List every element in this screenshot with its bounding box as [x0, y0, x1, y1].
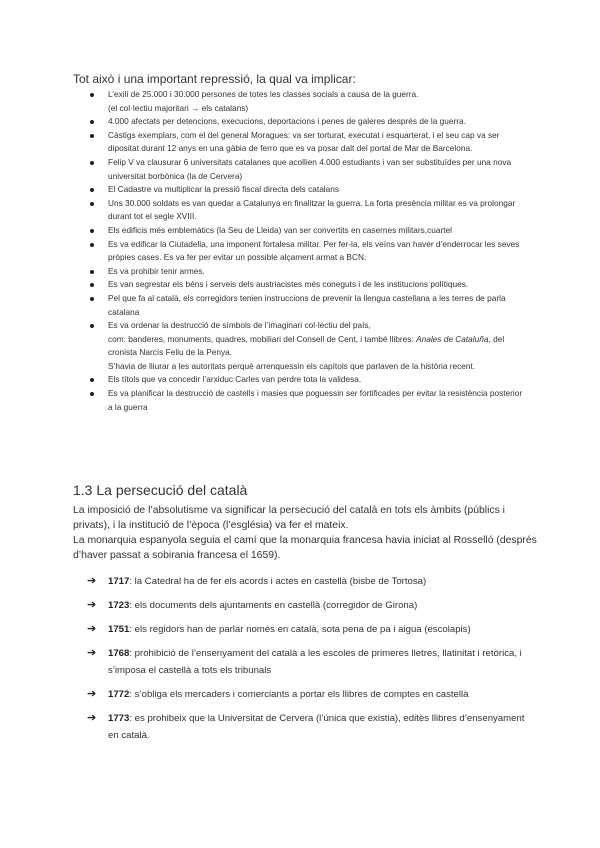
bullet-icon [90, 283, 94, 287]
list-item [0, 129, 528, 156]
list-item-text: Es va planificar la destrucció de castells i masies que poguessin ser fortificades per evitar la resistència posterior a la guerra [108, 388, 523, 412]
intro-text: Tot això i una important repressió, la qual va implicar: [73, 72, 356, 86]
list-item [0, 278, 528, 292]
bullet-icon [90, 297, 94, 301]
timeline-item [0, 645, 528, 679]
timeline-year: 1773 [108, 713, 130, 724]
arrow-icon: ➔ [87, 712, 97, 724]
bullet-icon [90, 324, 94, 328]
timeline-list [0, 573, 600, 751]
list-item-text: Càstigs exemplars, com el del general Moragues: va ser torturat, executat i esquarterat, i el seu cap va ser dipositat durant 12 anys en una gàbia de ferro que es va posar dalt del portal de Mar de Barcelona. [108, 129, 500, 154]
repression-list [0, 88, 600, 414]
list-item-line: , del cronista Narcís Feliu de la Penya. [108, 333, 505, 358]
timeline-item [0, 621, 528, 638]
timeline-text: : prohibició de l’ensenyament del català a les escoles de primeres lletres, llatinitat i retòrica, i s’imposa el castellà a tots els tribunals [108, 648, 522, 676]
list-item [0, 387, 528, 414]
list-item-text: 4.000 afectats per detencions, execucions, deportacions i penes de galeres després de la guerra. [108, 116, 466, 127]
timeline-year: 1723 [108, 600, 130, 611]
list-item-text: Els edificis més emblemàtics (la Seu de Lleida) van ser convertits en casernes militars,cuartel [108, 224, 452, 235]
arrow-icon: ➔ [87, 599, 97, 611]
timeline-item [0, 710, 528, 744]
timeline-text: : els documents dels ajuntaments en castellà (corregidor de Girona) [129, 600, 418, 611]
list-item-text: Es va ordenar la destrucció de símbols de l’imaginari col·lectiu del país, [108, 320, 371, 331]
timeline-item [0, 597, 528, 614]
list-item [0, 292, 528, 319]
list-item [0, 88, 528, 115]
arrow-icon: ➔ [87, 623, 97, 635]
list-item [0, 319, 528, 373]
section-paragraph-2: La monarquia espanyola seguia el camí que la monarquia francesa havia iniciat al Rosselló (després d’haver passat a sobirania francesa el 1659). [73, 535, 537, 561]
bullet-icon [90, 161, 94, 165]
list-item [0, 197, 528, 224]
list-item [0, 265, 528, 279]
timeline-year: 1772 [108, 689, 130, 700]
list-item-line: com: banderes, monuments, quadres, mobiliari del Consell de Cent, i també llibres: [108, 333, 417, 344]
section-heading: 1.3 La persecució del català [73, 482, 248, 498]
bullet-icon [90, 134, 94, 138]
section-paragraph-1: La imposició de l’absolutisme va significar la persecució del català en tots els àmbits (públics i privats), i la institució de l’època (l’església) va fer el mateix. [73, 505, 505, 531]
timeline-year: 1751 [108, 624, 130, 635]
bullet-icon [90, 270, 94, 274]
timeline-text: : s’obliga els mercaders i comerciants a portar els llibres de comptes en castellà [129, 689, 469, 700]
bullet-icon [90, 202, 94, 206]
timeline-year: 1768 [108, 648, 130, 659]
arrow-icon: ➔ [87, 647, 97, 659]
timeline-year: 1717 [108, 576, 130, 587]
bullet-icon [90, 378, 94, 382]
bullet-icon [90, 392, 94, 396]
list-item-text: Es va prohibir tenir armes. [108, 265, 205, 276]
list-item-text: Els títols que va concedir l’arxiduc Carles van perdre tota la validesa. [108, 374, 362, 385]
bullet-icon [90, 188, 94, 192]
list-item [0, 373, 528, 387]
list-item-text: Pel que fa al català, els corregidors tenien instruccions de prevenir la llengua castellana a les terres de parla catalana [108, 292, 506, 317]
timeline-item [0, 573, 528, 590]
list-item-text: El Cadastre va multiplicar la pressió fiscal directa dels catalans [108, 184, 340, 195]
list-item [0, 224, 528, 238]
list-item-text: L’exili de 25.000 i 30.000 persones de totes les classes socials a causa de la guerra. [108, 89, 419, 99]
list-item [0, 238, 528, 265]
arrow-icon: ➔ [87, 688, 97, 700]
list-item-text: Es va edificar la Ciutadella, una imponent fortalesa militar. Per fer-la, els veïns van haver d’enderrocar les seves pròpies cases. Es va fer per evitar un possible alçament armat a BCN. [108, 238, 520, 263]
list-item [0, 156, 528, 183]
list-item-text: Es van segrestar els béns i serveis dels austriacistes més coneguts i de les institucions polítiques. [108, 279, 469, 290]
bullet-icon [90, 120, 94, 124]
list-item-text: Uns 30.000 soldats es van quedar a Catalunya en finalitzar la guerra. La forta presència militar es va prolongar durant tot el segle XVIII. [108, 197, 516, 222]
bullet-icon [90, 243, 94, 247]
book-title: Anales de Cataluña [416, 333, 489, 344]
timeline-text: : es prohibeix que la Universitat de Cervera (l’única que existia), editès llibres d’ensenyament en català. [108, 713, 525, 741]
bullet-icon [90, 93, 94, 97]
timeline-text: : la Catedral ha de fer els acords i actes en castellà (bisbe de Tortosa) [129, 576, 427, 587]
timeline-text: : els regidors han de parlar només en català, sota pena de pa i aigua (escolapis) [129, 624, 471, 635]
list-item-text: Felip V va clausurar 6 universitats catalanes que acollien 4.000 estudiants i van ser substituïdes per una nova universitat borbònica (la de Cervera) [108, 156, 512, 181]
list-item [0, 183, 528, 197]
timeline-item [0, 686, 528, 703]
list-item-subtext: (el col·lectiu majoritari → els catalans) [108, 102, 249, 113]
list-item [0, 115, 528, 129]
arrow-icon: ➔ [87, 575, 97, 587]
list-item-line: S’havia de lliurar a les autoritats perquè arrenquessin els capítols que parlaven de la història recent. [108, 360, 476, 371]
bullet-icon [90, 229, 94, 233]
